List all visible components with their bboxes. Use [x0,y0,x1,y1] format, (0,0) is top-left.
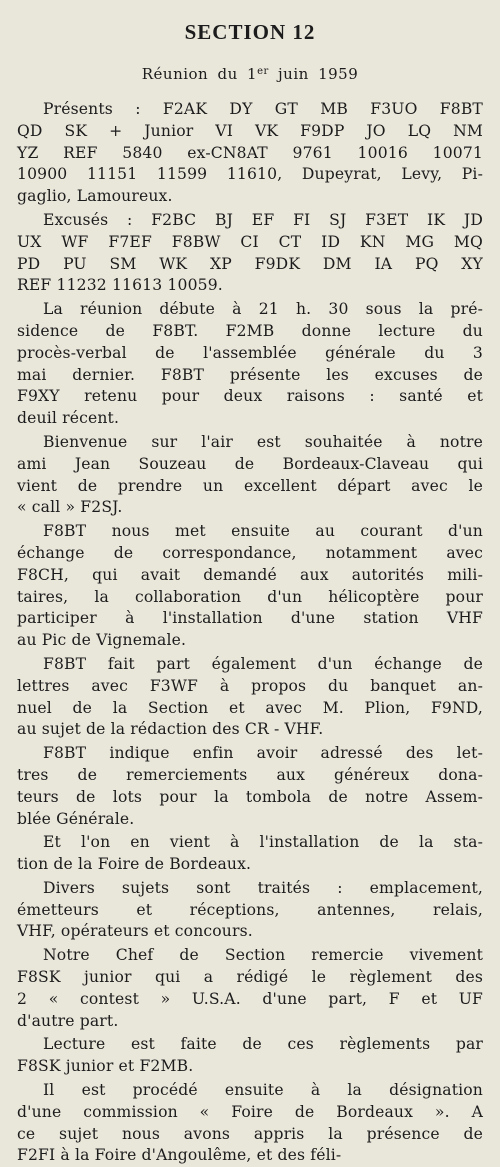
text-line: Excusés : F2BC BJ EF FI SJ F3ET IK JD [43,210,483,229]
text-line: Bienvenue sur l'air est souhaitée à notre [43,432,483,451]
text-line: VHF, opérateurs et concours. [17,922,253,941]
paragraph [17,945,483,1032]
text-line: blée Générale. [17,809,135,828]
paragraph [17,210,483,297]
text-line: gaglio, Lamoureux. [17,187,173,206]
text-line: nuel de la Section et avec M. Plion, F9ND, [17,698,483,717]
text-line: vient de prendre un excellent départ avec le [17,476,483,495]
text-line: émetteurs et réceptions, antennes, relais, [17,900,483,919]
text-line: REF 11232 11613 10059. [17,276,223,295]
text-line: Il est procédé ensuite à la désignation [43,1081,483,1100]
article-body [17,99,483,1167]
meeting-date [17,62,483,82]
text-line: au Pic de Vignemale. [17,631,187,650]
paragraph [17,1034,483,1078]
text-line: Et l'on en vient à l'installation de la sta- [43,833,483,852]
section-title: SECTION 12 [184,20,316,44]
paragraph [17,743,483,830]
text-line: 2 « contest » U.S.A. d'une part, F et UF [17,989,483,1008]
text-line: deuil récent. [17,409,120,428]
text-line: « call » F2SJ. [17,498,123,517]
paragraph [17,1080,483,1167]
text-line: teurs de lots pour la tombola de notre Assem- [17,787,483,806]
paragraph [17,99,483,208]
meeting-date-prefix: Réunion du 1 [141,65,258,83]
meeting-date-suffix: juin 1959 [268,65,359,83]
meeting-date-ordinal: er [257,66,269,77]
text-line: tion de la Foire de Bordeaux. [17,855,252,874]
text-line: Lecture est faite de ces règlements par [43,1035,483,1054]
text-line: échange de correspondance, notamment avec [17,543,483,562]
text-line: Notre Chef de Section remercie vivement [43,946,483,965]
text-line: participer à l'installation d'une station VHF [17,609,483,628]
text-line: F9XY retenu pour deux raisons : santé et [17,387,483,406]
text-line: F8BT indique enfin avoir adressé des let- [43,744,483,763]
text-line: F8BT nous met ensuite au courant d'un [43,522,483,541]
paragraph [17,832,483,876]
text-line: taires, la collaboration d'un hélicoptère pour [17,587,483,606]
text-line: F8SK junior qui a rédigé le règlement des [17,968,483,987]
text-line: F8CH, qui avait demandé aux autorités mili- [17,565,483,584]
text-line: F8SK junior et F2MB. [17,1057,194,1076]
text-line: ami Jean Souzeau de Bordeaux-Claveau qui [17,454,483,473]
text-line: F2FI à la Foire d'Angoulême, et des féli- [17,1146,342,1165]
text-line: sidence de F8BT. F2MB donne lecture du [17,321,483,340]
paragraph [17,299,483,430]
text-line: La réunion débute à 21 h. 30 sous la pré- [43,300,483,319]
text-line: au sujet de la rédaction des CR - VHF. [17,720,324,739]
text-line: YZ REF 5840 ex-CN8AT 9761 10016 10071 [17,143,483,162]
text-line: d'une commission « Foire de Bordeaux ». A [17,1102,483,1121]
text-line: PD PU SM WK XP F9DK DM IA PQ XY [17,254,483,273]
paragraph [17,654,483,741]
text-line: UX WF F7EF F8BW CI CT ID KN MG MQ [17,232,483,251]
text-line: ce sujet nous avons appris la présence de [17,1124,483,1143]
text-line: F8BT fait part également d'un échange de [43,654,483,673]
text-line: 10900 11151 11599 11610, Dupeyrat, Levy, Pi- [17,165,483,184]
paragraph [17,432,483,519]
text-line: lettres avec F3WF à propos du banquet an- [17,676,483,695]
text-line: procès-verbal de l'assemblée générale du 3 [17,343,483,362]
text-line: d'autre part. [17,1011,119,1030]
text-line: Présents : F2AK DY GT MB F3UO F8BT [43,100,483,118]
paragraph [17,878,483,943]
text-line: Divers sujets sont traités : emplacement, [43,878,483,897]
text-line: tres de remerciements aux généreux dona- [17,765,483,784]
paragraph [17,521,483,652]
text-line: mai dernier. F8BT présente les excuses de [17,365,483,384]
text-line: QD SK + Junior VI VK F9DP JO LQ NM [17,121,483,140]
